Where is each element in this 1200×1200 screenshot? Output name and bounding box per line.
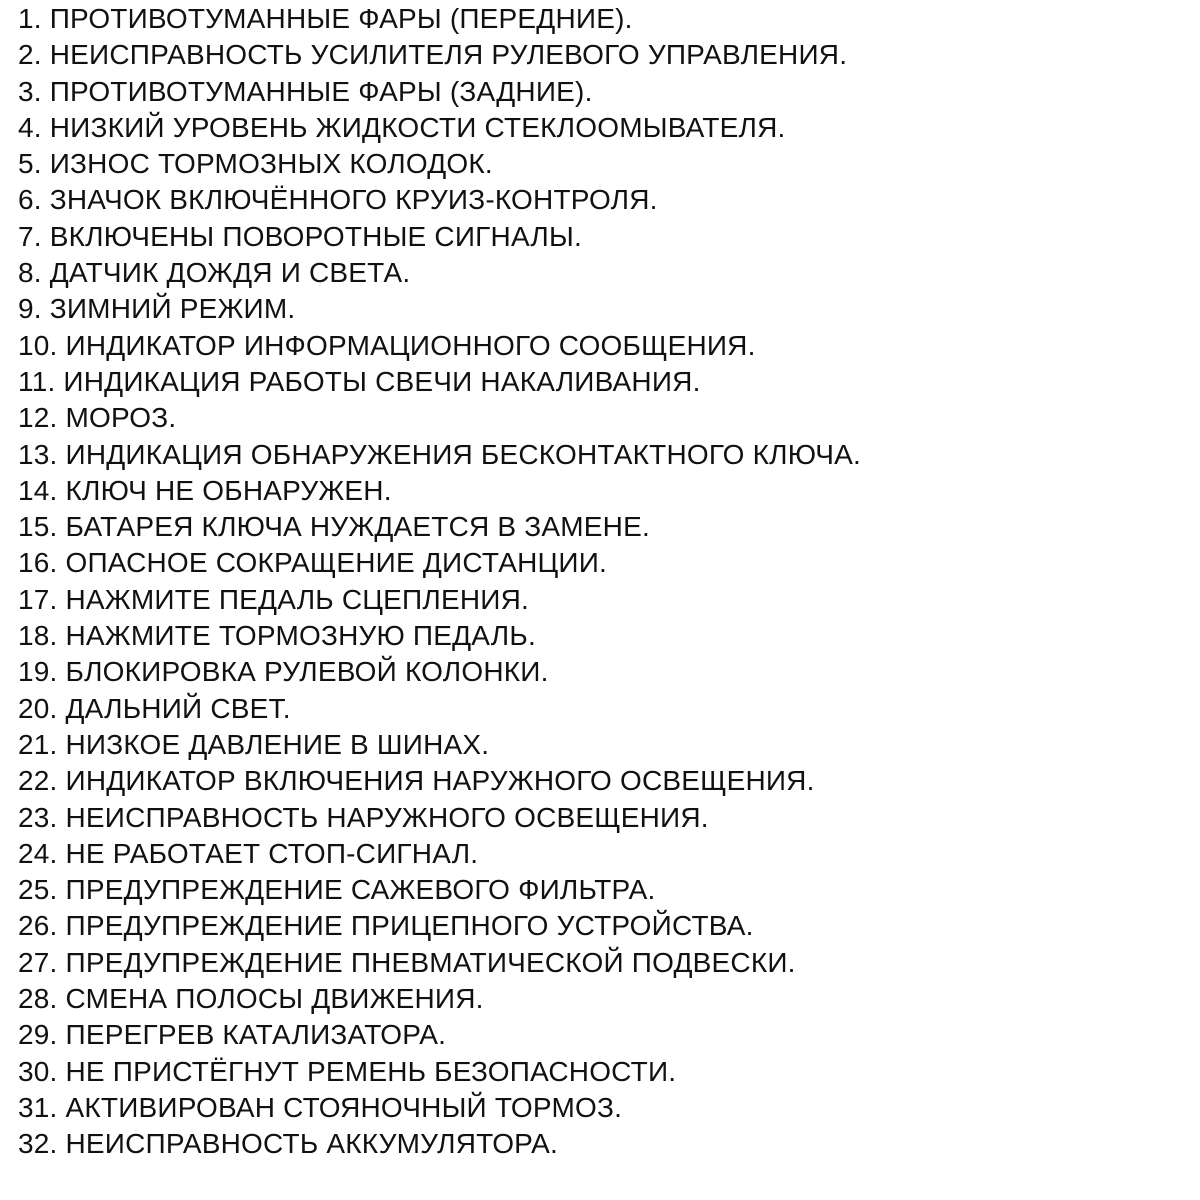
list-item: 19. БЛОКИРОВКА РУЛЕВОЙ КОЛОНКИ. <box>18 656 549 688</box>
list-item: 4. НИЗКИЙ УРОВЕНЬ ЖИДКОСТИ СТЕКЛООМЫВАТЕЛЯ. <box>18 111 786 143</box>
list-item: 32. НЕИСПРАВНОСТЬ АККУМУЛЯТОРА. <box>18 1128 559 1160</box>
list-item: 3. ПРОТИВОТУМАННЫЕ ФАРЫ (ЗАДНИЕ). <box>18 75 593 107</box>
list-item: 2. НЕИСПРАВНОСТЬ УСИЛИТЕЛЯ РУЛЕВОГО УПРАВЛЕНИЯ. <box>18 39 848 71</box>
list-item: 11. ИНДИКАЦИЯ РАБОТЫ СВЕЧИ НАКАЛИВАНИЯ. <box>18 365 701 397</box>
list-item: 13. ИНДИКАЦИЯ ОБНАРУЖЕНИЯ БЕСКОНТАКТНОГО КЛЮЧА. <box>18 438 861 470</box>
list-item: 22. ИНДИКАТОР ВКЛЮЧЕНИЯ НАРУЖНОГО ОСВЕЩЕНИЯ. <box>18 765 815 797</box>
list-item: 6. ЗНАЧОК ВКЛЮЧЁННОГО КРУИЗ-КОНТРОЛЯ. <box>18 184 658 216</box>
list-item: 23. НЕИСПРАВНОСТЬ НАРУЖНОГО ОСВЕЩЕНИЯ. <box>18 801 709 833</box>
list-item: 20. ДАЛЬНИЙ СВЕТ. <box>18 692 291 724</box>
list-item: 8. ДАТЧИК ДОЖДЯ И СВЕТА. <box>18 257 411 289</box>
list-item: 27. ПРЕДУПРЕЖДЕНИЕ ПНЕВМАТИЧЕСКОЙ ПОДВЕСКИ. <box>18 946 796 978</box>
list-item: 5. ИЗНОС ТОРМОЗНЫХ КОЛОДОК. <box>18 148 493 180</box>
list-item: 17. НАЖМИТЕ ПЕДАЛЬ СЦЕПЛЕНИЯ. <box>18 583 529 615</box>
list-item: 15. БАТАРЕЯ КЛЮЧА НУЖДАЕТСЯ В ЗАМЕНЕ. <box>18 511 650 543</box>
list-item: 21. НИЗКОЕ ДАВЛЕНИЕ В ШИНАХ. <box>18 728 490 760</box>
list-item: 14. КЛЮЧ НЕ ОБНАРУЖЕН. <box>18 474 392 506</box>
list-item: 26. ПРЕДУПРЕЖДЕНИЕ ПРИЦЕПНОГО УСТРОЙСТВА. <box>18 910 754 942</box>
list-item: 16. ОПАСНОЕ СОКРАЩЕНИЕ ДИСТАНЦИИ. <box>18 547 608 579</box>
list-item: 12. МОРОЗ. <box>18 402 177 434</box>
warning-indicator-list <box>18 1 1200 1163</box>
list-item: 29. ПЕРЕГРЕВ КАТАЛИЗАТОРА. <box>18 1019 447 1051</box>
list-item: 31. АКТИВИРОВАН СТОЯНОЧНЫЙ ТОРМОЗ. <box>18 1091 623 1123</box>
list-item: 9. ЗИМНИЙ РЕЖИМ. <box>18 293 296 325</box>
list-item: 28. СМЕНА ПОЛОСЫ ДВИЖЕНИЯ. <box>18 983 484 1015</box>
list-item: 30. НЕ ПРИСТЁГНУТ РЕМЕНЬ БЕЗОПАСНОСТИ. <box>18 1055 677 1087</box>
list-item: 25. ПРЕДУПРЕЖДЕНИЕ САЖЕВОГО ФИЛЬТРА. <box>18 874 656 906</box>
list-item: 1. ПРОТИВОТУМАННЫЕ ФАРЫ (ПЕРЕДНИЕ). <box>18 3 633 34</box>
list-item: 24. НЕ РАБОТАЕТ СТОП-СИГНАЛ. <box>18 837 479 869</box>
list-item: 10. ИНДИКАТОР ИНФОРМАЦИОННОГО СООБЩЕНИЯ. <box>18 329 756 361</box>
list-item: 7. ВКЛЮЧЕНЫ ПОВОРОТНЫЕ СИГНАЛЫ. <box>18 220 582 252</box>
list-item: 18. НАЖМИТЕ ТОРМОЗНУЮ ПЕДАЛЬ. <box>18 620 536 652</box>
